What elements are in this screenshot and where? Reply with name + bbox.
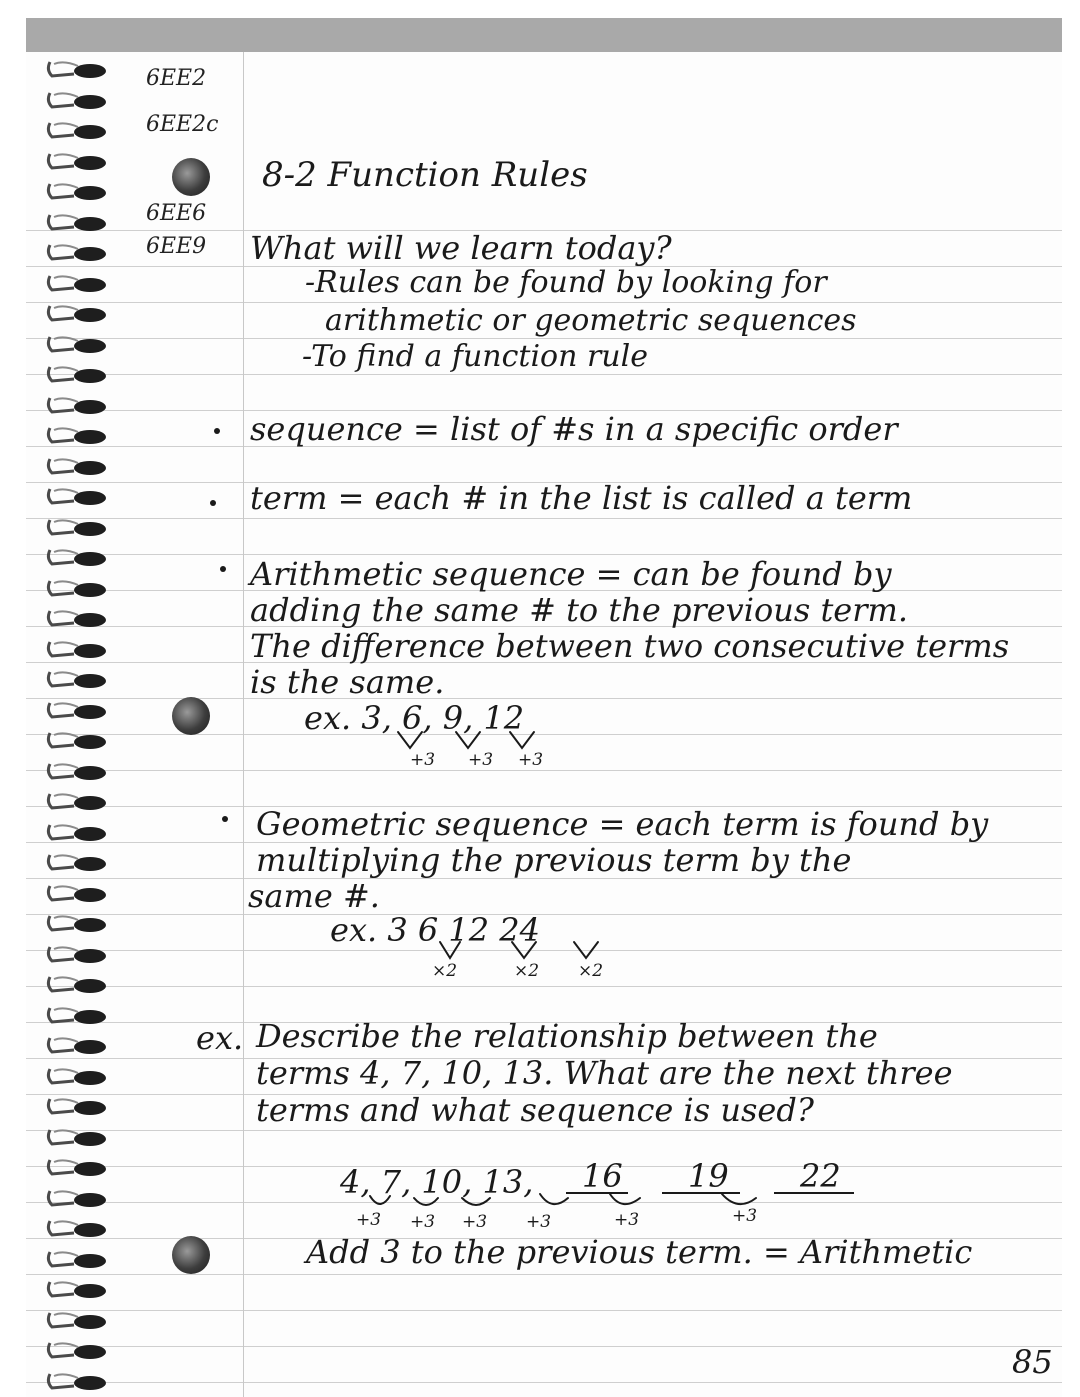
- standard-code: 6EE2: [146, 66, 207, 91]
- example-label: ex.: [196, 1019, 244, 1057]
- geometric-line: Geometric sequence = each term is found by: [256, 805, 989, 843]
- step-label: ×2: [432, 961, 458, 981]
- example-terms: 4, 7, 10, 13,: [340, 1163, 534, 1201]
- step-label: +3: [356, 1210, 382, 1230]
- geometric-example: ex. 3 6 12 24: [330, 911, 540, 949]
- example-prompt-line: Describe the relationship between the: [256, 1017, 878, 1055]
- step-label: ×2: [578, 961, 604, 981]
- standard-code: 6EE6: [146, 201, 207, 226]
- geometric-line: same #.: [248, 877, 380, 915]
- step-label: +3: [732, 1206, 758, 1226]
- example-conclusion: Add 3 to the previous term. = Arithmetic: [306, 1233, 973, 1271]
- step-label: +3: [410, 750, 436, 770]
- definition-sequence: sequence = list of #s in a specific order: [250, 410, 898, 448]
- example-prompt-line: terms 4, 7, 10, 13. What are the next three: [256, 1054, 953, 1092]
- arithmetic-example: ex. 3, 6, 9, 12: [304, 699, 525, 737]
- objective-question: What will we learn today?: [250, 229, 672, 267]
- objective-item: -To find a function rule: [302, 339, 648, 374]
- step-label: +3: [518, 750, 544, 770]
- step-label: +3: [410, 1212, 436, 1232]
- geometric-line: multiplying the previous term by the: [256, 841, 852, 879]
- objective-item: arithmetic or geometric sequences: [325, 303, 857, 338]
- definition-term: term = each # in the list is called a term: [250, 479, 913, 517]
- example-prompt-line: terms and what sequence is used?: [256, 1091, 814, 1129]
- answer-term: 16: [582, 1157, 623, 1195]
- page-title: 8-2 Function Rules: [262, 155, 588, 195]
- step-label: +3: [526, 1212, 552, 1232]
- arithmetic-line: adding the same # to the previous term.: [250, 591, 909, 629]
- answer-term: 19: [688, 1157, 729, 1195]
- arithmetic-line: is the same.: [250, 663, 445, 701]
- step-label: +3: [614, 1210, 640, 1230]
- page-number: 85: [1012, 1343, 1053, 1381]
- objective-item: -Rules can be found by looking for: [305, 265, 827, 300]
- step-label: ×2: [514, 961, 540, 981]
- step-label: +3: [468, 750, 494, 770]
- standard-code: 6EE2c: [146, 112, 219, 137]
- standard-code: 6EE9: [146, 234, 207, 259]
- step-label: +3: [462, 1212, 488, 1232]
- arithmetic-line: The difference between two consecutive terms: [250, 627, 1010, 665]
- arithmetic-line: Arithmetic sequence = can be found by: [250, 555, 892, 593]
- answer-term: 22: [800, 1157, 841, 1195]
